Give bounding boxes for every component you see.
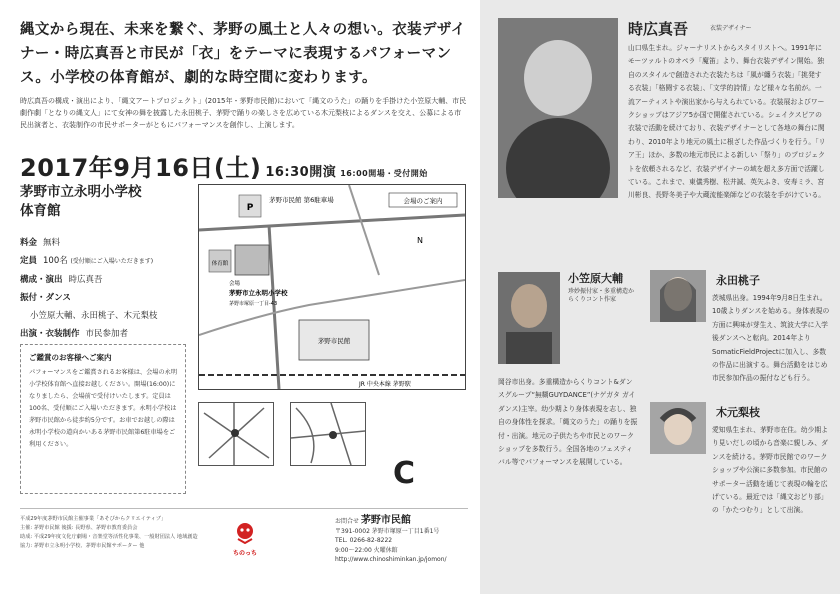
minimap-drawing [199,403,273,465]
credits: 平成29年度茅野市民館主催事業「あそびからクリエイティブ」 主催: 茅野市民館 後援: 長野県、茅野市教育委員会 助成: 平成29年度文化庁劇場・音楽堂等活性化事業、一般財団法人 地域創造 協力: 茅野市立永明小学校、茅野市民館サポーター 他 [20,516,198,549]
portrait-icon [498,18,618,198]
notice-title: ご鑑賞のお客様へご案内 [29,353,112,362]
role-tokihiro: 衣装デザイナー [710,25,752,32]
bio-tokihiro: 山口県生まれ。ジャーナリストからスタイリストへ。1991年にモーツァルトのオペラ「魔笛」より、舞台衣装デザイン開始。独自のスタイルで創造された衣装たちは「風が纏う衣装」「挑発する衣装」「格闘する衣装」、「文学的詩情」など様々な名前が。一流アーティストや演出家から与えられている。衣装展およびワークショップはアジア5か国で開催されている。シェイクスピアの衣装で活動を続けており、衣装デザイナーとして各地の舞台に関わり、2010年より地元の風土に根ざした作品づくりを行う。「リア王」ほか、多数の地元市民による新しい「祭り」のプロジェクトを依頼されるなど、衣装デザイナーの域を超え多方面で活躍している。これまで、東儀秀樹、松井誠、英矢ふき、安寿ミラ、宮川彬良、長野冬美子や大蔵流能楽師などの衣装を手がけている。 [628,44,826,200]
info-cast: 出演・衣装制作 市民参加者 [20,329,129,339]
mascot-label: ちのっち [233,550,257,557]
notice-body: パフォーマンスをご鑑賞されるお客様は、会場の永明小学校体育館へ直接お越しください。開場(16:00)になりましたら、会場前で受付けいたします。定員は100名、受付順にご入場いただきます。永明小学校は茅野市民館から徒歩約5分です。お車でお越しの際は永明小学校の道向かいある茅野市民館第6駐車場をご利用ください。 [29,369,178,448]
venue-map [198,184,466,390]
name-nagata: 永田桃子 [716,274,760,287]
portrait-icon-4 [650,402,706,454]
info-direction: 構成・演出 時広真吾 [20,275,103,285]
map-drawing [199,185,465,389]
contact: お問合せ 茅野市民館 〒391-0002 茅野市塚原一丁目1番1号 TEL. 0266-82-8222 9:00〜22:00 火曜休館 http://www.chinoshiminkan.jp/jomon/ [335,515,447,563]
photo-tokihiro [498,18,618,198]
photo-kimoto [650,402,706,454]
svg-text:会場: 会場 [229,281,241,287]
photo-ogasawara [498,272,560,364]
map-parking-label: 茅野市民館 第6駐車場 [269,196,334,204]
venue-line2: 体育館 [20,203,61,219]
date-sub: 16:00開場・受付開始 [340,169,428,178]
description-text: 時広真吾の構成・演出により、「縄文アートプロジェクト」(2015年・茅野市民館)において「縄文のうた」の踊りを手掛けた小笠原大輔、市民劇作劇「となりの縄文人」にて女神の舞を披露した永田桃子、茅野で踊りの楽しさを広めている木元梨枝によるダンスを交え、公募による市民出演者と、衣装制作の市民サポーターがともにパフォーマンスを創作し、上演します。 [20,97,467,129]
minimap-region-drawing [291,403,365,465]
map-civic-hall: 茅野市民館 [317,337,351,345]
minimap-area [198,402,274,466]
date-main: 2017年9月16日(土) [20,154,262,182]
bio-nagata: 茨城県出身。1994年9月8日生まれ。10歳よりダンスを始める。身体表現の方面に興味が芽生え、筑波大学に入学後ダンスへと転向。2014年よりSomaticFieldProjectに加入し、多数の作品に出演する。舞台活動をはじめ市民参加作品の振付なども行う。 [712,294,830,383]
map-guide-label: 会場のご案内 [403,197,443,205]
mascot [228,522,262,557]
bio-kimoto: 愛知県生まれ、茅野市在住。幼少期より見いだしの頃から音楽に親しみ、ダンスを続ける。茅野市民館でのワークショップや公演に多数参加。市民館のサポーター活動を通じて表現の輪を広げている。最近では「縄文おどり部」の「かたつむり」として出演。 [712,426,828,515]
info-fee: 料金 無料 [20,238,61,248]
bio-ogasawara: 岡谷市出身。多重構造からくりコント&ダンスグループ“無糊GUYDANCE”(ナゲガタ ガイダンス)主宰。幼少期より身体表現を志し、独自の身体性を探求。「縄文のうた」の踊りを振付・出演。地元の子供たちや市民とのワークショップを多数行う。全国各地のフェスティバル等でパフォーマンスを展開している。 [498,378,638,467]
svg-text:茅野市塚原一丁目-43: 茅野市塚原一丁目-43 [229,301,278,307]
event-date [20,148,428,183]
info-capacity: 定員 100名 (受付順にご入場いただきます) [20,256,154,266]
portrait-icon-2 [498,272,560,364]
photo-nagata [650,270,706,322]
map-station: JR 中央本線 茅野駅 [359,381,411,388]
map-gym-label: 体育館 [211,261,229,267]
date-time: 16:30開演 [265,165,337,180]
notice-box [20,344,186,494]
portrait-icon-3 [650,270,706,322]
lead-text: 縄文から現在、未来を繋ぐ、茅野の風土と人々の想い。衣装デザイナー・時広真吾と市民が「衣」をテーマに表現するパフォーマンス。小学校の体育館が、劇的な時空間に変わります。 [20,21,466,86]
name-ogasawara: 小笠原大輔 [568,272,623,285]
c-logo: C [393,456,416,491]
mascot-icon [232,522,258,544]
role-ogasawara: 珍妙振付家・多重構造からくりコント作家 [568,288,635,303]
map-school-name: 茅野市立永明小学校 [229,289,288,297]
info-choreo-value: 小笠原大輔、永田桃子、木元梨枝 [30,311,158,321]
name-tokihiro: 時広真吾 [628,20,689,38]
right-panel [480,0,840,594]
contact-org: 茅野市民館 [360,515,411,526]
venue [20,183,142,221]
event-info [20,234,158,343]
venue-line1: 茅野市立永明小学校 [20,184,142,200]
info-choreo-label: 振付・ダンス [20,293,71,303]
name-kimoto: 木元梨枝 [716,406,760,419]
contact-url[interactable]: http://www.chinoshiminkan.jp/jomon/ [335,556,447,563]
map-north: N [417,236,423,245]
svg-text:P: P [246,203,254,213]
divider [20,508,468,509]
minimap-region [290,402,366,466]
